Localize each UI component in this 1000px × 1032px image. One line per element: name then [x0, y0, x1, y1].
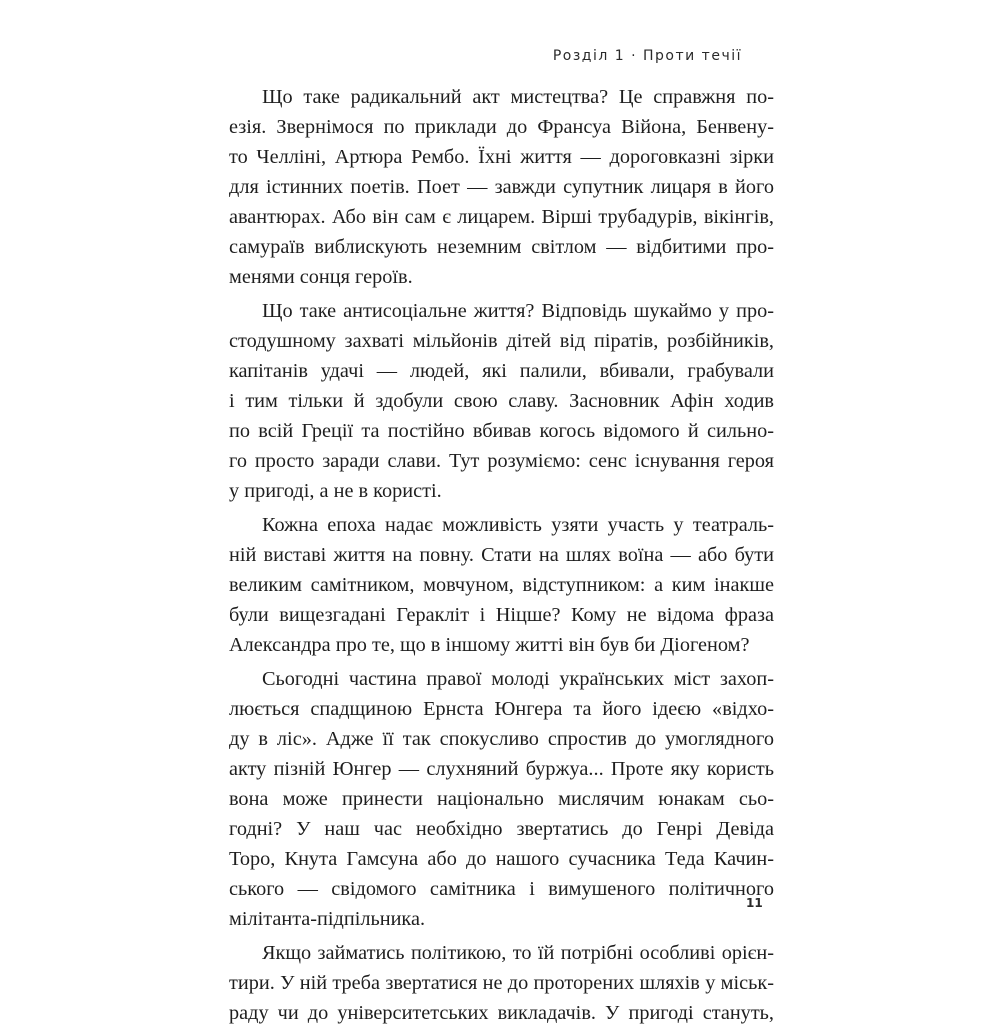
text-line: були вищезгадані Геракліт і Ніцше? Кому не відома фраза: [229, 604, 774, 626]
text-line: Сьогодні частина правої молоді українських міст захоп-: [262, 668, 774, 690]
page-number: 11: [746, 896, 763, 910]
text-line: тири. У ній треба звертатися не до проторених шляхів у міськ-: [229, 972, 774, 994]
text-line: Якщо займатись політикою, то їй потрібні особливі орієн-: [262, 942, 774, 964]
text-line: Торо, Кнута Гамсуна або до нашого сучасника Теда Качин-: [229, 848, 774, 870]
text-line: Кожна епоха надає можливість узяти участь у театраль-: [262, 514, 774, 536]
text-line: езія. Звернімося по приклади до Франсуа Війона, Бенвену-: [229, 116, 774, 138]
text-line: то Челліні, Артюра Рембо. Їхні життя — дороговказні зірки: [229, 146, 774, 168]
text-line: по всій Греції та постійно вбивав когось відомого й сильно-: [229, 420, 774, 442]
text-line: авантюрах. Або він сам є лицарем. Вірші трубадурів, вікінгів,: [229, 206, 774, 228]
text-line: капітанів удачі — людей, які палили, вбивали, грабували: [229, 360, 774, 382]
text-line: самураїв виблискують неземним світлом — відбитими про-: [229, 236, 774, 258]
text-line: Що таке радикальний акт мистецтва? Це справжня по-: [262, 86, 774, 108]
text-line: у пригоді, а не в користі.: [229, 480, 442, 502]
text-line: ського — свідомого самітника і вимушеного політичного: [229, 878, 774, 900]
text-line: го просто заради слави. Тут розуміємо: сенс існування героя: [229, 450, 774, 472]
text-line: годні? У наш час необхідно звертатись до Генрі Девіда: [229, 818, 774, 840]
body-text: [229, 82, 774, 1032]
text-line: люється спадщиною Ернста Юнгера та його ідеєю «відхо-: [229, 698, 774, 720]
paragraph: [229, 664, 774, 934]
running-head: Розділ 1 · Проти течії: [552, 48, 742, 64]
text-line: і тим тільки й здобули свою славу. Засновник Афін ходив: [229, 390, 774, 412]
text-line: раду чи до університетських викладачів. У пригоді стануть,: [229, 1002, 774, 1024]
text-line: для істинних поетів. Поет — завжди супутник лицаря в його: [229, 176, 774, 198]
text-line: вона може принести національно мислячим юнакам сьо-: [229, 788, 774, 810]
paragraph: [229, 82, 774, 292]
text-line: Що таке антисоціальне життя? Відповідь шукаймо у про-: [262, 300, 774, 322]
text-line: менями сонця героїв.: [229, 266, 413, 288]
text-line: стодушному захваті мільйонів дітей від піратів, розбійників,: [229, 330, 774, 352]
text-line: Александра про те, що в іншому житті він був би Діогеном?: [229, 634, 750, 656]
paragraph: [229, 510, 774, 660]
text-line: акту пізній Юнгер — слухняний буржуа... Проте яку користь: [229, 758, 774, 780]
paragraph: [229, 938, 774, 1028]
text-line: ній виставі життя на повну. Стати на шлях воїна — або бути: [229, 544, 774, 566]
text-line: великим самітником, мовчуном, відступником: а ким інакше: [229, 574, 774, 596]
text-line: мілітанта-підпільника.: [229, 908, 426, 930]
paragraph: [229, 296, 774, 506]
text-line: ду в ліс». Адже її так спокусливо спростив до умоглядного: [229, 728, 774, 750]
